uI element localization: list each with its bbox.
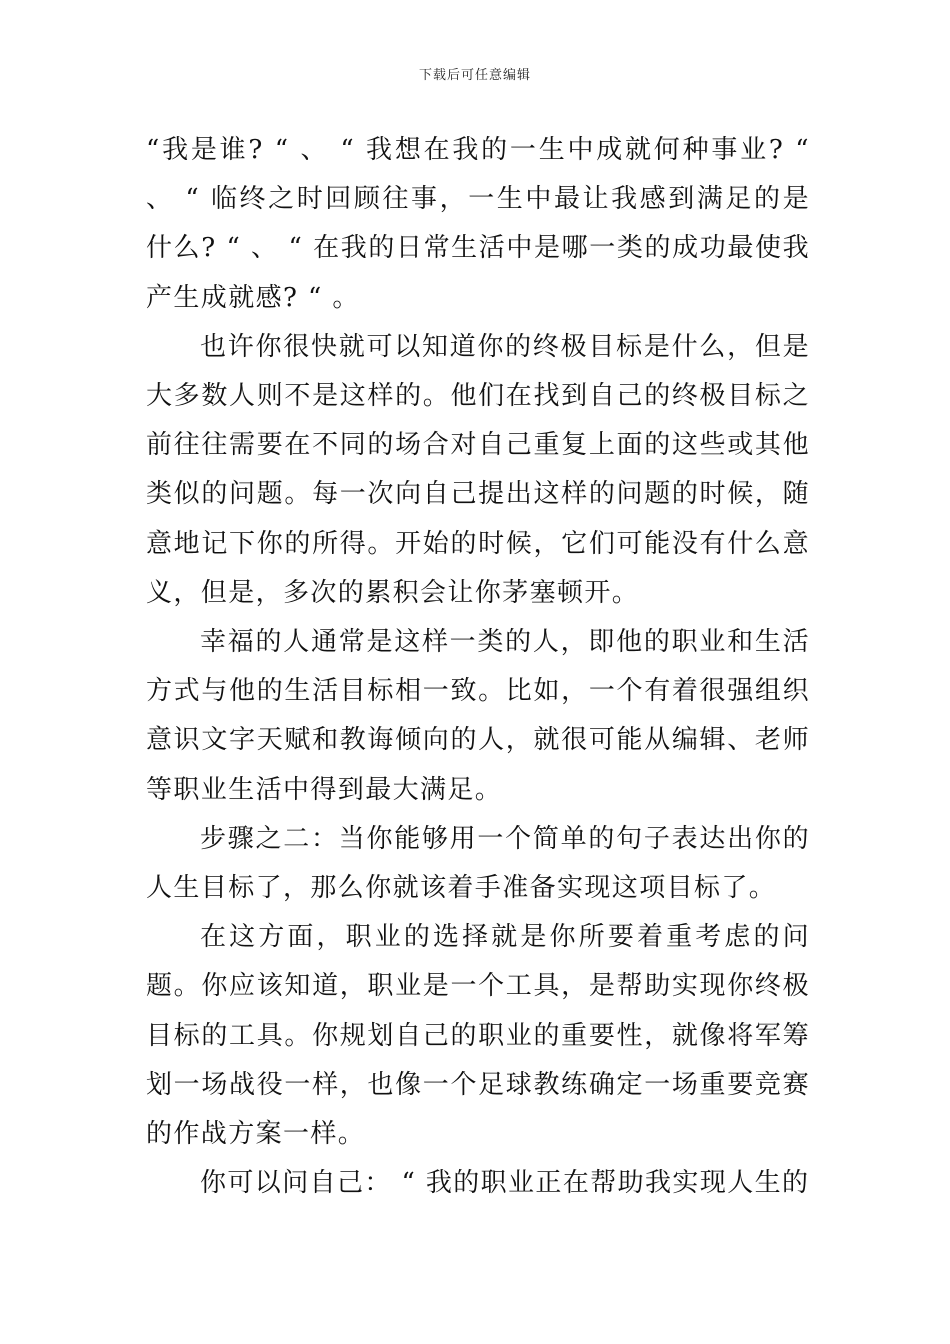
paragraph-ask-yourself: 你可以问自己： “ 我的职业正在帮助我实现人生的 bbox=[200, 1168, 810, 1199]
paragraph-career-choice: 在这方面，职业的选择就是你所要着重考虑的问题。你应该知道，职业是一个工具，是帮助实现你终极目标的工具。你规划自己的职业的重要性，就像将军筹划一场战役一样，也像一个足球教练确定一场重要竞赛的作战方案一样。 bbox=[146, 922, 810, 1150]
paragraph-step-two: 步骤之二：当你能够用一个简单的句子表达出你的人生目标了，那么你就该着手准备实现这项目标了。 bbox=[146, 823, 810, 904]
document-body bbox=[146, 126, 810, 1208]
paragraph-happy-people: 幸福的人通常是这样一类的人，即他的职业和生活方式与他的生活目标相一致。比如，一个有着很强组织意识文字天赋和教诲倾向的人，就很可能从编辑、老师等职业生活中得到最大满足。 bbox=[146, 627, 810, 805]
paragraph-ultimate-goal: 也许你很快就可以知道你的终极目标是什么，但是大多数人则不是这样的。他们在找到自己的终极目标之前往往需要在不同的场合对自己重复上面的这些或其他类似的问题。每一次向自己提出这样的问题的时候，随意地记下你的所得。开始的时候，它们可能没有什么意义，但是，多次的累积会让你茅塞顿开。 bbox=[146, 331, 810, 608]
paragraph-questions: “我是谁? “ 、 “ 我想在我的一生中成就何种事业? “ 、 “ 临终之时回顾往事，一生中最让我感到满足的是什么? “ 、 “ 在我的日常生活中是哪一类的成功最使我产生成就感? “ 。 bbox=[146, 135, 810, 313]
page-header-note: 下载后可任意编辑 bbox=[418, 68, 531, 83]
